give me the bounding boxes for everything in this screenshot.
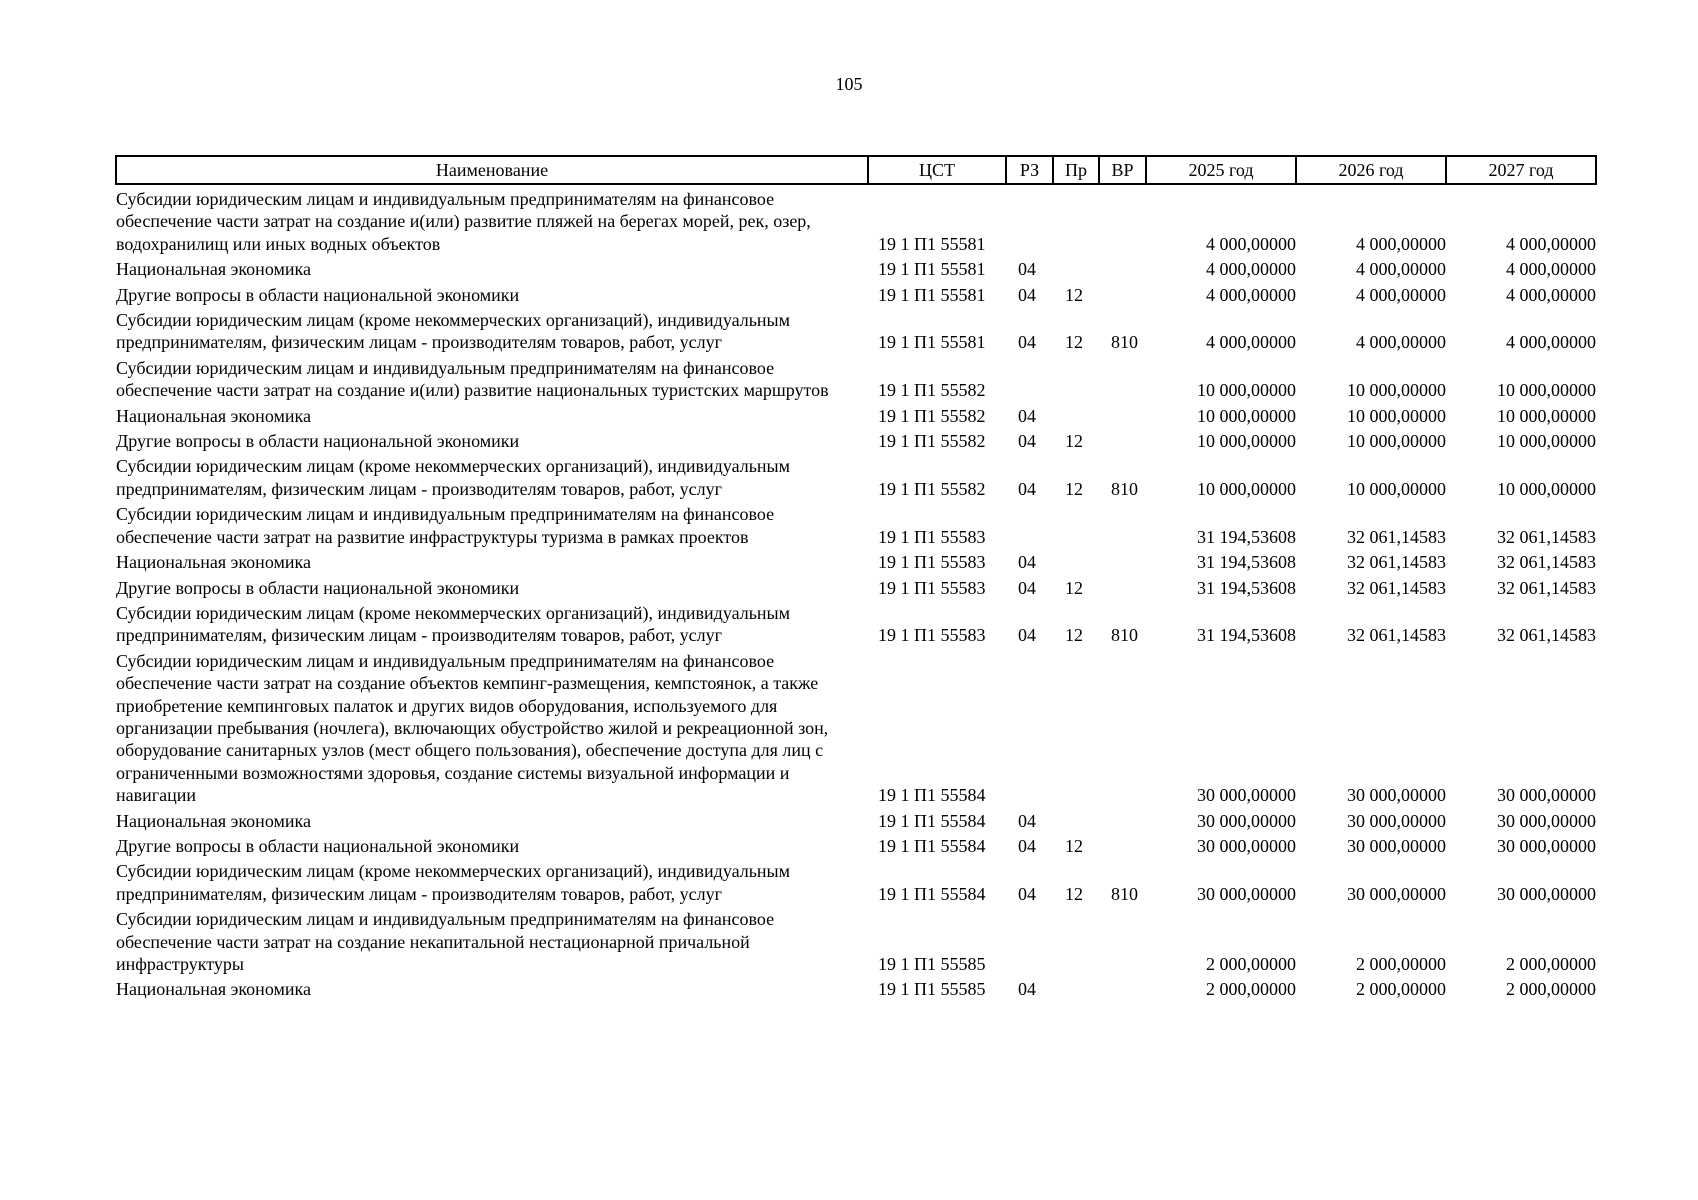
cell-2026: 10 000,00000 bbox=[1347, 478, 1446, 499]
table-row bbox=[116, 550, 1596, 575]
cell-rz: 04 bbox=[1018, 835, 1036, 856]
table-row bbox=[116, 907, 1596, 977]
cell-cst: 19 1 П1 55582 bbox=[878, 431, 986, 452]
table-row bbox=[116, 454, 1596, 502]
header-2027: 2027 год bbox=[1446, 156, 1596, 184]
cell-name: Субсидии юридическим лицам (кроме некоммерческих организаций), индивидуальным предпринимателям, физическим лицам - производителям товаров, работ, услуг bbox=[116, 456, 791, 499]
cell-cst: 19 1 П1 55585 bbox=[878, 979, 986, 1000]
cell-2025: 31 194,53608 bbox=[1197, 625, 1296, 646]
cell-2026: 32 061,14583 bbox=[1347, 577, 1446, 598]
cell-name: Другие вопросы в области национальной экономики bbox=[116, 835, 520, 856]
cell-rz: 04 bbox=[1018, 332, 1036, 353]
cell-rz bbox=[1006, 907, 1053, 977]
cell-vr bbox=[1099, 834, 1146, 859]
cell-vr: 810 bbox=[1111, 332, 1138, 353]
cell-pr bbox=[1053, 907, 1099, 977]
cell-2025: 4 000,00000 bbox=[1206, 259, 1296, 280]
cell-2025: 10 000,00000 bbox=[1197, 380, 1296, 401]
cell-pr: 12 bbox=[1065, 883, 1083, 904]
cell-2027: 2 000,00000 bbox=[1506, 954, 1596, 974]
cell-2026: 30 000,00000 bbox=[1347, 785, 1446, 806]
cell-2026: 10 000,00000 bbox=[1347, 431, 1446, 452]
cell-2027: 30 000,00000 bbox=[1497, 810, 1596, 831]
table-row bbox=[116, 502, 1596, 550]
cell-cst: 19 1 П1 55584 bbox=[878, 810, 986, 831]
cell-name: Субсидии юридическим лицам (кроме некоммерческих организаций), индивидуальным предпринимателям, физическим лицам - производителям товаров, работ, услуг bbox=[116, 602, 791, 646]
cell-cst: 19 1 П1 55581 bbox=[878, 233, 986, 254]
cell-pr bbox=[1053, 809, 1099, 834]
cell-2026: 2 000,00000 bbox=[1356, 979, 1446, 1000]
cell-cst: 19 1 П1 55581 bbox=[878, 332, 986, 353]
cell-rz: 04 bbox=[1018, 552, 1036, 573]
cell-cst: 19 1 П1 55582 bbox=[878, 478, 986, 499]
cell-2027: 10 000,00000 bbox=[1497, 405, 1596, 426]
cell-vr bbox=[1099, 283, 1146, 308]
cell-cst: 19 1 П1 55581 bbox=[878, 284, 986, 305]
cell-vr: 810 bbox=[1111, 625, 1138, 646]
cell-rz bbox=[1006, 356, 1053, 404]
cell-2027: 32 061,14583 bbox=[1497, 625, 1596, 646]
cell-2025: 10 000,00000 bbox=[1197, 405, 1296, 426]
cell-pr bbox=[1053, 649, 1099, 809]
table-row bbox=[116, 429, 1596, 454]
cell-name: Субсидии юридическим лицам и индивидуальным предпринимателям на финансовое обеспечение части затрат на создание объектов кемпинг-размещения, кемпстоянок, а также приобретение кемпинговых палаток и других видов оборудования, используемого для организации пребывания (ночлега), включающих обустройство жилой и рекреационной зон, оборудование санитарных узлов (мест общего пользования), обеспечение доступа для лиц с ограниченными возможностями здоровья, создание системы визуальной информации и навигации bbox=[116, 650, 829, 806]
cell-name: Субсидии юридическим лицам (кроме некоммерческих организаций), индивидуальным предпринимателям, физическим лицам - производителям товаров, работ, услуг bbox=[116, 310, 791, 353]
cell-2026: 4 000,00000 bbox=[1356, 233, 1446, 254]
cell-vr bbox=[1099, 649, 1146, 809]
cell-rz: 04 bbox=[1018, 259, 1036, 280]
header-2026: 2026 год bbox=[1296, 156, 1446, 184]
cell-vr bbox=[1099, 429, 1146, 454]
cell-2027: 30 000,00000 bbox=[1497, 883, 1596, 904]
cell-name: Национальная экономика bbox=[116, 405, 311, 426]
header-rz: РЗ bbox=[1006, 156, 1053, 184]
budget-table bbox=[115, 155, 1597, 1003]
cell-2027: 30 000,00000 bbox=[1497, 835, 1596, 856]
cell-name: Национальная экономика bbox=[116, 979, 311, 1000]
cell-pr: 12 bbox=[1065, 284, 1083, 305]
header-2025: 2025 год bbox=[1146, 156, 1296, 184]
page-number: 105 bbox=[835, 74, 863, 94]
cell-2025: 10 000,00000 bbox=[1197, 431, 1296, 452]
table-row bbox=[116, 257, 1596, 282]
cell-name: Субсидии юридическим лицам и индивидуальным предпринимателям на финансовое обеспечение части затрат на создание некапитальной нестационарной причальной инфраструктуры bbox=[116, 909, 775, 974]
cell-2026: 32 061,14583 bbox=[1347, 552, 1446, 573]
cell-2027: 4 000,00000 bbox=[1506, 259, 1596, 280]
cell-pr: 12 bbox=[1065, 577, 1083, 598]
cell-name: Другие вопросы в области национальной экономики bbox=[116, 431, 520, 452]
cell-vr bbox=[1099, 907, 1146, 977]
table-row bbox=[116, 834, 1596, 859]
cell-pr bbox=[1053, 550, 1099, 575]
cell-2027: 32 061,14583 bbox=[1497, 526, 1596, 547]
cell-2027: 2 000,00000 bbox=[1506, 979, 1596, 1000]
cell-cst: 19 1 П1 55584 bbox=[878, 835, 986, 856]
table-body bbox=[116, 184, 1596, 1003]
cell-pr bbox=[1053, 257, 1099, 282]
cell-pr: 12 bbox=[1065, 431, 1083, 452]
cell-cst: 19 1 П1 55585 bbox=[878, 954, 986, 974]
cell-2026: 30 000,00000 bbox=[1347, 883, 1446, 904]
cell-2027: 4 000,00000 bbox=[1506, 284, 1596, 305]
cell-vr bbox=[1099, 576, 1146, 601]
cell-2025: 4 000,00000 bbox=[1206, 233, 1296, 254]
cell-name: Субсидии юридическим лицам и индивидуальным предпринимателям на финансовое обеспечение части затрат на развитие инфраструктуры туризма в рамках проектов bbox=[116, 504, 775, 547]
cell-name: Другие вопросы в области национальной экономики bbox=[116, 577, 520, 598]
cell-2026: 32 061,14583 bbox=[1347, 625, 1446, 646]
cell-name: Субсидии юридическим лицам и индивидуальным предпринимателям на финансовое обеспечение части затрат на создание и(или) развитие пляжей на берегах морей, рек, озер, водохранилищ или иных водных объектов bbox=[116, 189, 811, 254]
cell-2027: 10 000,00000 bbox=[1497, 380, 1596, 401]
cell-cst: 19 1 П1 55584 bbox=[878, 883, 986, 904]
cell-rz bbox=[1006, 502, 1053, 550]
table-row bbox=[116, 404, 1596, 429]
cell-name: Национальная экономика bbox=[116, 259, 311, 280]
table-row bbox=[116, 283, 1596, 308]
cell-2025: 31 194,53608 bbox=[1197, 577, 1296, 598]
header-pr: Пр bbox=[1053, 156, 1099, 184]
cell-rz: 04 bbox=[1018, 431, 1036, 452]
cell-2026: 4 000,00000 bbox=[1356, 259, 1446, 280]
cell-pr bbox=[1053, 356, 1099, 404]
cell-pr: 12 bbox=[1065, 835, 1083, 856]
cell-pr bbox=[1053, 184, 1099, 257]
cell-cst: 19 1 П1 55583 bbox=[878, 526, 986, 547]
cell-vr: 810 bbox=[1111, 478, 1138, 499]
cell-vr bbox=[1099, 809, 1146, 834]
cell-cst: 19 1 П1 55581 bbox=[878, 259, 986, 280]
cell-2027: 4 000,00000 bbox=[1506, 332, 1596, 353]
table-header-row bbox=[116, 156, 1596, 184]
table-row bbox=[116, 184, 1596, 257]
table-row bbox=[116, 356, 1596, 404]
cell-pr: 12 bbox=[1065, 332, 1083, 353]
header-vr: ВР bbox=[1099, 156, 1146, 184]
cell-cst: 19 1 П1 55582 bbox=[878, 405, 986, 426]
cell-vr bbox=[1099, 404, 1146, 429]
cell-pr bbox=[1053, 404, 1099, 429]
cell-2025: 4 000,00000 bbox=[1206, 332, 1296, 353]
cell-2025: 10 000,00000 bbox=[1197, 478, 1296, 499]
cell-rz: 04 bbox=[1018, 478, 1036, 499]
cell-pr bbox=[1053, 977, 1099, 1002]
table-row bbox=[116, 859, 1596, 907]
cell-pr: 12 bbox=[1065, 625, 1083, 646]
cell-vr bbox=[1099, 257, 1146, 282]
cell-pr bbox=[1053, 502, 1099, 550]
cell-2025: 31 194,53608 bbox=[1197, 526, 1296, 547]
table-row bbox=[116, 809, 1596, 834]
cell-pr: 12 bbox=[1065, 478, 1083, 499]
cell-2027: 4 000,00000 bbox=[1506, 233, 1596, 254]
cell-2025: 30 000,00000 bbox=[1197, 883, 1296, 904]
cell-rz: 04 bbox=[1018, 883, 1036, 904]
cell-2026: 30 000,00000 bbox=[1347, 835, 1446, 856]
cell-rz: 04 bbox=[1018, 284, 1036, 305]
header-name: Наименование bbox=[116, 156, 868, 184]
cell-2026: 4 000,00000 bbox=[1356, 332, 1446, 353]
cell-vr bbox=[1099, 184, 1146, 257]
cell-2026: 2 000,00000 bbox=[1356, 954, 1446, 974]
cell-rz bbox=[1006, 184, 1053, 257]
cell-rz: 04 bbox=[1018, 577, 1036, 598]
header-cst: ЦСТ bbox=[868, 156, 1006, 184]
cell-2026: 30 000,00000 bbox=[1347, 810, 1446, 831]
cell-rz: 04 bbox=[1018, 979, 1036, 1000]
cell-2025: 30 000,00000 bbox=[1197, 785, 1296, 806]
cell-2026: 4 000,00000 bbox=[1356, 284, 1446, 305]
cell-2027: 30 000,00000 bbox=[1497, 785, 1596, 806]
cell-2025: 31 194,53608 bbox=[1197, 552, 1296, 573]
cell-cst: 19 1 П1 55583 bbox=[878, 625, 986, 646]
cell-vr bbox=[1099, 502, 1146, 550]
table-row bbox=[116, 308, 1596, 356]
cell-2025: 30 000,00000 bbox=[1197, 810, 1296, 831]
cell-cst: 19 1 П1 55582 bbox=[878, 380, 986, 401]
cell-name: Национальная экономика bbox=[116, 552, 311, 573]
cell-2026: 10 000,00000 bbox=[1347, 405, 1446, 426]
cell-cst: 19 1 П1 55583 bbox=[878, 552, 986, 573]
cell-2027: 32 061,14583 bbox=[1497, 552, 1596, 573]
cell-name: Субсидии юридическим лицам (кроме некоммерческих организаций), индивидуальным предпринимателям, физическим лицам - производителям товаров, работ, услуг bbox=[116, 861, 791, 904]
cell-name: Субсидии юридическим лицам и индивидуальным предпринимателям на финансовое обеспечение части затрат на создание и(или) развитие национальных туристских маршрутов bbox=[116, 357, 829, 401]
cell-2027: 10 000,00000 bbox=[1497, 478, 1596, 499]
cell-name: Другие вопросы в области национальной экономики bbox=[116, 284, 520, 305]
cell-vr bbox=[1099, 550, 1146, 575]
cell-cst: 19 1 П1 55584 bbox=[878, 785, 986, 806]
table-row bbox=[116, 576, 1596, 601]
cell-2025: 30 000,00000 bbox=[1197, 835, 1296, 856]
cell-vr bbox=[1099, 977, 1146, 1002]
cell-2027: 10 000,00000 bbox=[1497, 431, 1596, 452]
table-row bbox=[116, 601, 1596, 649]
cell-rz: 04 bbox=[1018, 810, 1036, 831]
cell-vr: 810 bbox=[1111, 883, 1138, 904]
cell-rz bbox=[1006, 649, 1053, 809]
cell-name: Национальная экономика bbox=[116, 810, 311, 831]
table-row bbox=[116, 977, 1596, 1002]
cell-2027: 32 061,14583 bbox=[1497, 577, 1596, 598]
cell-2025: 2 000,00000 bbox=[1206, 954, 1296, 974]
cell-2025: 4 000,00000 bbox=[1206, 284, 1296, 305]
cell-rz: 04 bbox=[1018, 405, 1036, 426]
table-row bbox=[116, 649, 1596, 809]
cell-2025: 2 000,00000 bbox=[1206, 979, 1296, 1000]
cell-2026: 32 061,14583 bbox=[1347, 526, 1446, 547]
cell-2026: 10 000,00000 bbox=[1347, 380, 1446, 401]
cell-rz: 04 bbox=[1018, 625, 1036, 646]
cell-vr bbox=[1099, 356, 1146, 404]
cell-cst: 19 1 П1 55583 bbox=[878, 577, 986, 598]
